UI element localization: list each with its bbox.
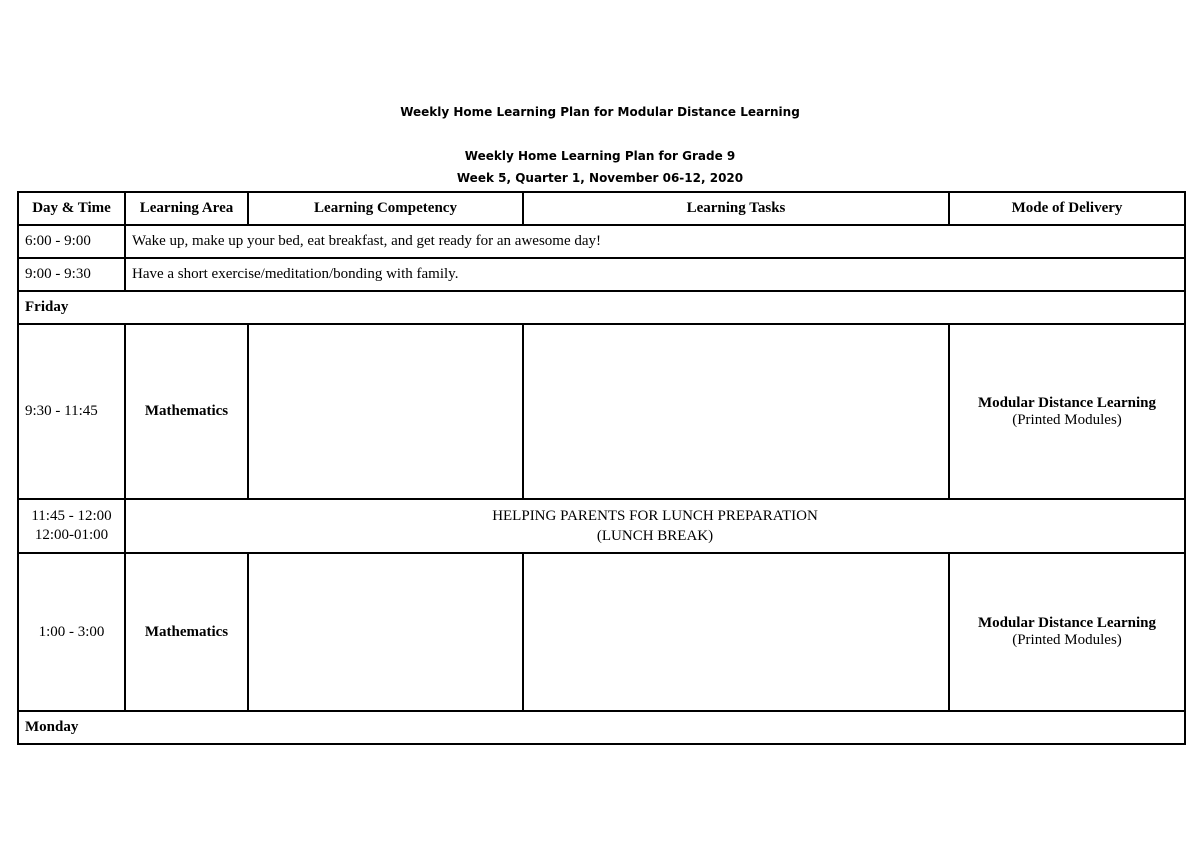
table-row [18, 553, 1185, 711]
lunch-row [18, 499, 1185, 553]
learning-area-cell: Mathematics [125, 553, 248, 711]
day-row [18, 711, 1185, 744]
mode-of-delivery-cell [949, 324, 1185, 499]
learning-area-cell: Mathematics [125, 324, 248, 499]
day-row [18, 291, 1185, 324]
lunch-time-1: 11:45 - 12:00 [31, 508, 112, 524]
plan-week-heading: Week 5, Quarter 1, November 06-12, 2020 [456, 171, 744, 185]
learning-competency-cell [248, 324, 523, 499]
table-row [18, 258, 1185, 291]
day-label-monday: Monday [18, 711, 1185, 744]
learning-plan-table [17, 191, 1186, 745]
lunch-time-cell [18, 499, 125, 553]
page-title: Weekly Home Learning Plan for Modular Distance Learning [400, 105, 800, 119]
routine-activity: Have a short exercise/meditation/bonding with family. [125, 258, 1185, 291]
routine-activity: Wake up, make up your bed, eat breakfast, and get ready for an awesome day! [125, 225, 1185, 258]
column-header-day-time: Day & Time [18, 192, 125, 225]
mode-of-delivery-cell [949, 553, 1185, 711]
session-time: 9:30 - 11:45 [18, 324, 125, 499]
lunch-activity-cell [125, 499, 1185, 553]
mode-subtitle: (Printed Modules) [1012, 632, 1122, 648]
lunch-time-2: 12:00-01:00 [34, 527, 109, 543]
column-header-learning-competency: Learning Competency [248, 192, 523, 225]
routine-time: 9:00 - 9:30 [18, 258, 125, 291]
routine-time: 6:00 - 9:00 [18, 225, 125, 258]
column-header-mode-of-delivery: Mode of Delivery [949, 192, 1185, 225]
mode-subtitle: (Printed Modules) [1012, 411, 1122, 428]
plan-grade-heading: Weekly Home Learning Plan for Grade 9 [464, 149, 736, 163]
learning-competency-cell [248, 553, 523, 711]
lunch-line-1: HELPING PARENTS FOR LUNCH PREPARATION [492, 508, 818, 524]
table-row [18, 324, 1185, 499]
mode-title: Modular Distance Learning [977, 394, 1157, 411]
learning-tasks-cell [523, 324, 949, 499]
learning-tasks-cell [523, 553, 949, 711]
mode-title: Modular Distance Learning [977, 615, 1157, 631]
table-row [18, 225, 1185, 258]
lunch-line-2: (LUNCH BREAK) [596, 528, 714, 544]
column-header-learning-area: Learning Area [125, 192, 248, 225]
session-time: 1:00 - 3:00 [18, 553, 125, 711]
column-header-learning-tasks: Learning Tasks [523, 192, 949, 225]
table-header-row [18, 192, 1185, 225]
day-label-friday: Friday [18, 291, 1185, 324]
